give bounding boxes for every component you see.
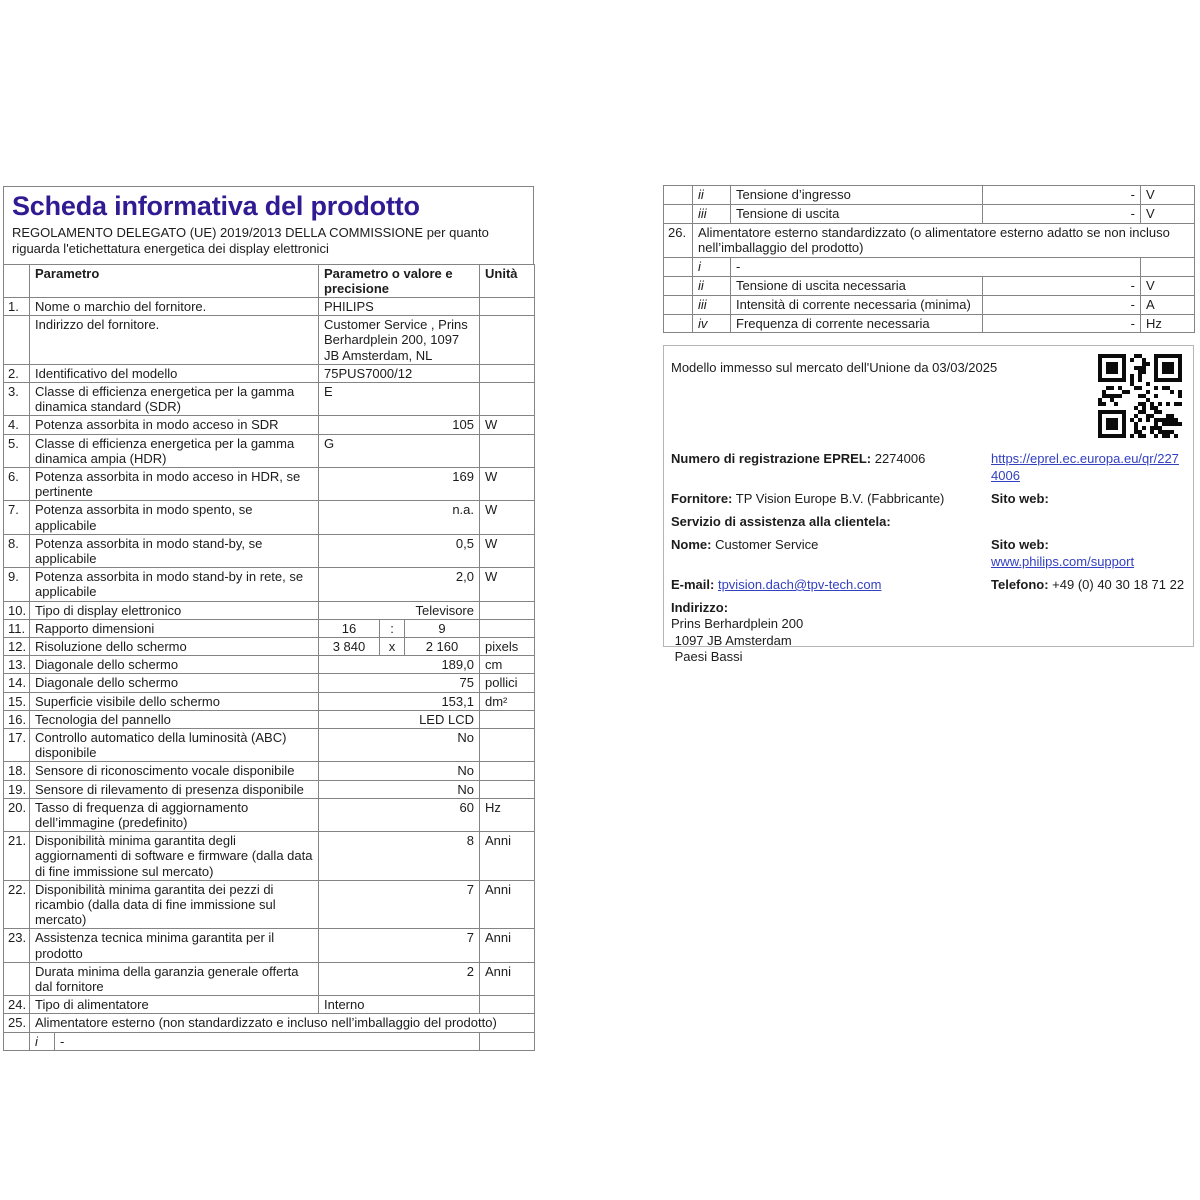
param-label: Tensione di uscita [731,204,983,223]
param-value: PHILIPS [319,297,480,315]
table-row [664,223,1195,258]
param-value-separator: x [380,638,405,656]
param-label: Tecnologia del pannello [30,710,319,728]
table-row [664,276,1195,295]
table-row [4,601,535,619]
param-unit: W [480,568,535,601]
param-number: 1. [4,297,30,315]
address-line: 1097 JB Amsterdam [671,632,792,648]
param-number: 18. [4,762,30,780]
param-value: 8 [319,832,480,881]
param-unit: W [480,534,535,567]
table-row [664,314,1195,333]
param-label: Intensità di corrente necessaria (minima) [731,295,983,314]
param-label: Potenza assorbita in modo acceso in HDR, se pertinente [30,467,319,500]
table-row [4,434,535,467]
product-parameters-continuation-block [663,185,1194,333]
info-box-header [671,354,1185,438]
header-number-cell [4,264,30,297]
registration-info-box [663,345,1194,664]
table-row [4,382,535,415]
param-unit: pollici [480,674,535,692]
support-website-link[interactable]: www.philips.com/support [991,554,1135,569]
param-number [664,204,693,223]
param-number: 10. [4,601,30,619]
product-sheet-left-block [3,186,534,1051]
param-number: 14. [4,674,30,692]
address-line: Paesi Bassi [671,649,743,664]
param-value: - [983,295,1141,314]
param-subindex: iv [693,314,731,333]
supplier-name: TP Vision Europe B.V. (Fabbricante) [735,491,945,506]
param-unit: Anni [480,832,535,881]
qr-code-image [1098,354,1182,438]
param-value: - [731,258,1141,277]
param-label: Diagonale dello schermo [30,656,319,674]
email-label: E-mail: [671,577,715,592]
market-entry-date-text: Modello immesso sul mercato dell'Unione da 03/03/2025 [671,360,998,375]
param-label: Potenza assorbita in modo stand-by in rete, se applicabile [30,568,319,601]
param-unit [480,1032,535,1050]
param-number: 13. [4,656,30,674]
continuation-table [663,185,1195,333]
param-number: 20. [4,798,30,831]
table-row [4,674,535,692]
param-unit [1141,258,1195,277]
param-unit: V [1141,186,1195,205]
param-unit [480,619,535,637]
table-row [4,316,535,365]
param-unit: Hz [480,798,535,831]
param-value: 75PUS7000/12 [319,364,480,382]
table-row [4,467,535,500]
param-number: 6. [4,467,30,500]
param-value: - [983,276,1141,295]
table-row [4,364,535,382]
param-value: No [319,762,480,780]
param-label: Risoluzione dello schermo [30,638,319,656]
param-number: 16. [4,710,30,728]
param-number [664,258,693,277]
header-parameter-cell: Parametro [30,264,319,297]
param-unit [480,382,535,415]
param-label-spanning: Alimentatore esterno (non standardizzato e incluso nell’imballaggio del prodotto) [30,1014,535,1032]
param-value: No [319,780,480,798]
param-value: 105 [319,416,480,434]
param-value: 153,1 [319,692,480,710]
param-unit: dm² [480,692,535,710]
param-number [664,276,693,295]
param-value: - [983,204,1141,223]
param-value-part: 2 160 [405,638,480,656]
param-unit [480,710,535,728]
address-label: Indirizzo: [671,600,729,615]
param-label: Tensione di uscita necessaria [731,276,983,295]
param-value: 75 [319,674,480,692]
table-row [664,295,1195,314]
param-label: Potenza assorbita in modo stand-by, se applicabile [30,534,319,567]
table-row [4,1032,535,1050]
param-label: Nome o marchio del fornitore. [30,297,319,315]
param-label: Classe di efficienza energetica per la gamma dinamica standard (SDR) [30,382,319,415]
param-subindex: ii [693,276,731,295]
email-link[interactable]: tpvision.dach@tpv-tech.com [717,577,882,592]
name-website-row [671,536,1185,570]
param-value: G [319,434,480,467]
table-row [4,996,535,1014]
product-parameters-table [3,264,535,1051]
table-row [4,929,535,962]
param-unit: W [480,467,535,500]
param-subindex: iii [693,295,731,314]
param-number: 26. [664,223,693,258]
table-row [4,880,535,929]
service-name [671,536,989,570]
table-row [664,204,1195,223]
customer-service-heading: Servizio di assistenza alla clientela: [671,514,891,529]
table-row [4,1014,535,1032]
param-number: 5. [4,434,30,467]
param-number: 9. [4,568,30,601]
param-number: 17. [4,729,30,762]
param-unit [480,780,535,798]
param-number: 25. [4,1014,30,1032]
table-row [4,710,535,728]
param-subindex: i [30,1032,55,1050]
param-label: Sensore di rilevamento di presenza disponibile [30,780,319,798]
param-unit: A [1141,295,1195,314]
param-value: 169 [319,467,480,500]
param-label: Tensione d’ingresso [731,186,983,205]
param-value: Interno [319,996,480,1014]
param-number: 2. [4,364,30,382]
website-label-2: Sito web: [991,537,1049,552]
param-number: 11. [4,619,30,637]
param-number: 12. [4,638,30,656]
param-number: 19. [4,780,30,798]
param-label: Identificativo del modello [30,364,319,382]
param-number: 8. [4,534,30,567]
param-label: Superficie visibile dello schermo [30,692,319,710]
param-unit: Anni [480,962,535,995]
eprel-url-link[interactable]: https://eprel.ec.europa.eu/qr/2274006 [991,451,1179,483]
param-number: 23. [4,929,30,962]
page-title: Scheda informativa del prodotto [12,191,420,221]
eprel-row [671,450,1185,484]
param-unit: V [1141,276,1195,295]
param-number: 22. [4,880,30,929]
phone-value: +49 (0) 40 30 18 71 22 [1052,577,1185,592]
supplier-info [671,490,989,507]
param-value: - [983,314,1141,333]
table-row [4,798,535,831]
param-subindex: ii [693,186,731,205]
page-subtitle: REGOLAMENTO DELEGATO (UE) 2019/2013 DELLA COMMISSIONE per quanto riguarda l'etichettatura energetica dei display elettronici [12,225,489,257]
param-number [4,316,30,365]
param-label: Assistenza tecnica minima garantita per il prodotto [30,929,319,962]
param-value: n.a. [319,501,480,534]
param-value-part: 16 [319,619,380,637]
param-value: - [983,186,1141,205]
param-unit: Anni [480,880,535,929]
title-box [3,186,534,264]
param-number: 7. [4,501,30,534]
table-row [664,258,1195,277]
param-label: Durata minima della garanzia generale offerta dal fornitore [30,962,319,995]
param-unit: V [1141,204,1195,223]
param-label: Disponibilità minima garantita degli aggiornamenti di software e firmware (dalla data di fine immissione sul mercato) [30,832,319,881]
param-number [4,1032,30,1050]
param-value: 7 [319,929,480,962]
table-row [4,638,535,656]
table-row [4,534,535,567]
param-number: 21. [4,832,30,881]
param-unit [480,729,535,762]
param-value: E [319,382,480,415]
param-label-spanning: Alimentatore esterno standardizzato (o alimentatore esterno adatto se non incluso nell’imballaggio del prodotto) [693,223,1195,258]
param-unit [480,601,535,619]
param-unit: Anni [480,929,535,962]
param-value: 2 [319,962,480,995]
eprel-registration [671,450,989,484]
header-unit-cell: Unità [480,264,535,297]
param-label: Indirizzo del fornitore. [30,316,319,365]
address-lines [671,616,1185,666]
param-label: Sensore di riconoscimento vocale disponibile [30,762,319,780]
param-value: 2,0 [319,568,480,601]
table-row [4,416,535,434]
table-row [4,501,535,534]
param-value: No [319,729,480,762]
param-subindex: iii [693,204,731,223]
param-number [664,295,693,314]
param-label: Potenza assorbita in modo acceso in SDR [30,416,319,434]
param-number [664,314,693,333]
param-unit: W [480,416,535,434]
table-row [4,297,535,315]
param-value: 189,0 [319,656,480,674]
table-row [4,762,535,780]
param-unit: cm [480,656,535,674]
address-block [671,599,1185,666]
table-row [4,692,535,710]
param-number: 15. [4,692,30,710]
param-value: Customer Service , Prins Berhardplein 200, 1097 JB Amsterdam, NL [319,316,480,365]
param-value: Televisore [319,601,480,619]
param-label: Tipo di display elettronico [30,601,319,619]
param-unit: Hz [1141,314,1195,333]
param-label: Tipo di alimentatore [30,996,319,1014]
param-number: 24. [4,996,30,1014]
table-row [4,619,535,637]
email-phone-row [671,576,1185,593]
param-value: 60 [319,798,480,831]
param-number: 4. [4,416,30,434]
param-label: Potenza assorbita in modo spento, se applicabile [30,501,319,534]
param-unit: pixels [480,638,535,656]
param-label: Frequenza di corrente necessaria [731,314,983,333]
param-value-part: 3 840 [319,638,380,656]
param-unit [480,434,535,467]
param-value: LED LCD [319,710,480,728]
param-number [664,186,693,205]
table-row [4,568,535,601]
param-label: Rapporto dimensioni [30,619,319,637]
table-row [664,186,1195,205]
param-value-part: 9 [405,619,480,637]
param-label: Classe di efficienza energetica per la gamma dinamica ampia (HDR) [30,434,319,467]
name-label: Nome: [671,537,712,552]
eprel-number: 2274006 [874,451,926,466]
param-number [4,962,30,995]
param-label: Disponibilità minima garantita dei pezzi di ricambio (dalla data di fine immissione sul mercato) [30,880,319,929]
table-row [4,962,535,995]
param-value: 0,5 [319,534,480,567]
param-value: 7 [319,880,480,929]
param-value: - [55,1032,480,1050]
param-unit [480,364,535,382]
table-row [4,780,535,798]
header-value-cell: Parametro o valore e precisione [319,264,480,297]
param-unit [480,297,535,315]
param-number: 3. [4,382,30,415]
param-label: Tasso di frequenza di aggiornamento dell’immagine (predefinito) [30,798,319,831]
supplier-row [671,490,1185,507]
eprel-label: Numero di registrazione EPREL: [671,451,872,466]
table-row [4,264,535,297]
website-label-1: Sito web: [991,491,1049,506]
table-row [4,656,535,674]
param-value-separator: : [380,619,405,637]
param-unit [480,996,535,1014]
param-subindex: i [693,258,731,277]
service-email [671,576,989,593]
table-row [4,832,535,881]
phone-label: Telefono: [991,577,1049,592]
param-label: Controllo automatico della luminosità (ABC) disponibile [30,729,319,762]
table-row [4,729,535,762]
supplier-label: Fornitore: [671,491,733,506]
param-label: Diagonale dello schermo [30,674,319,692]
address-line: Prins Berhardplein 200 [671,616,804,631]
param-unit [480,316,535,365]
name-value: Customer Service [715,537,819,552]
param-unit [480,762,535,780]
param-unit: W [480,501,535,534]
